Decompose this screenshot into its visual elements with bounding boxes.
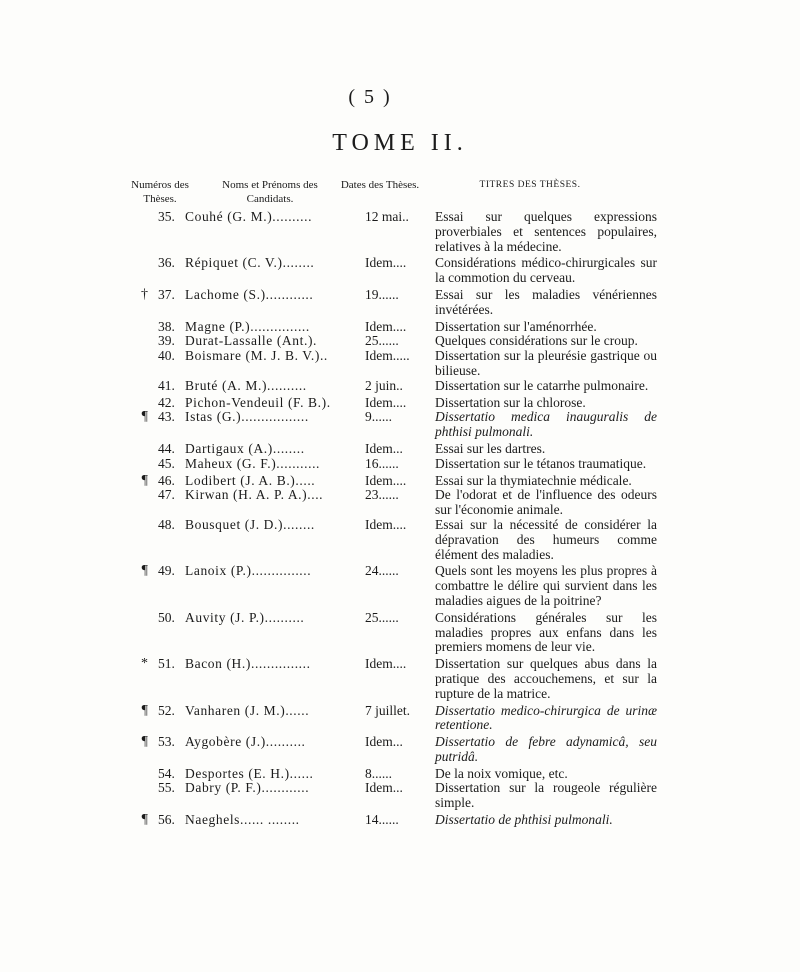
thesis-date: 8...... [365,766,392,781]
thesis-title: Dissertation sur le catarrhe pulmonaire. [435,377,649,393]
table-row [0,735,800,765]
thesis-number: 52. [158,702,175,718]
thesis-title: Dissertation sur quelques abus dans la pratique des accouchemens, et sur la rupture de la matrice. [435,656,657,701]
table-row [0,813,800,828]
candidate-name: Magne (P.)............... [185,319,310,334]
row-mark: ¶ [141,734,148,750]
candidate-name: Kirwan (H. A. P. A.).... [185,488,324,503]
thesis-title: Quelques considérations sur le croup. [435,333,638,349]
table-row [0,488,800,518]
table-row [0,767,800,782]
column-header-titles: TITRES DES THÈSES. [479,180,581,190]
thesis-number: 56. [158,812,175,828]
candidate-name: Bacon (H.)............... [185,657,311,672]
thesis-number: 51. [158,656,175,672]
thesis-title: Considérations générales sur les maladies propres aux enfans dans les premiers momens de leur vie. [435,609,657,655]
table-row [0,379,800,394]
thesis-date: Idem... [365,735,403,750]
row-mark [0,457,158,472]
row-mark: ¶ [141,812,148,828]
thesis-number: 49. [158,563,175,579]
thesis-title: Essai sur quelques expressions proverbiales et sentences populaires, relatives à la médecine. [435,209,657,254]
thesis-title: Quels sont les moyens les plus propres à combattre le délire qui survient dans les maladies aigues de la poitrine? [435,563,657,608]
candidate-name: Naeghels...... ........ [185,813,300,828]
thesis-number: 46. [158,472,175,488]
thesis-title: Essai sur les dartres. [435,440,546,456]
thesis-title: Essai sur la thymiatechnie médicale. [435,472,632,488]
thesis-number: 43. [158,409,175,425]
thesis-date: 9...... [365,410,392,425]
row-mark [0,488,158,518]
thesis-number: 41. [158,377,175,393]
thesis-date: 7 juillet. [365,703,410,718]
row-mark [0,611,158,655]
candidate-name: Istas (G.)................. [185,410,309,425]
thesis-title: Dissertatio de phthisi pulmonali. [435,812,613,828]
candidate-name: Aygobère (J.).......... [185,735,306,750]
table-row [0,457,800,472]
row-mark [0,379,158,394]
thesis-date: Idem..... [365,349,410,364]
row-mark [0,334,158,349]
table-row [0,611,800,655]
thesis-date: 23...... [365,488,399,503]
column-header-names: Noms et Prénoms des Candidats. [222,179,318,205]
table-row [0,564,800,608]
thesis-title: Dissertation sur le tétanos traumatique. [435,455,647,471]
row-mark: ¶ [141,702,148,718]
thesis-title: Dissertation sur la pleurésie gastrique ou bilieuse. [435,348,657,378]
candidate-name: Dartigaux (A.)........ [185,441,305,456]
row-mark: ¶ [141,563,148,579]
row-mark [0,320,158,335]
row-mark [0,442,158,457]
thesis-date: Idem... [365,441,403,456]
candidate-name: Bousquet (J. D.)........ [185,517,315,532]
candidate-name: Desportes (E. H.)...... [185,766,314,781]
thesis-number: 50. [158,609,175,625]
thesis-title: Dissertation sur la rougeole régulière simple. [435,780,657,811]
table-row [0,288,800,318]
table-row [0,704,800,734]
candidate-name: Bruté (A. M.).......... [185,378,307,393]
thesis-number: 45. [158,455,175,471]
thesis-number: 39. [158,333,175,349]
table-row [0,442,800,457]
row-mark [0,210,158,254]
thesis-number: 48. [158,516,175,532]
candidate-name: Auvity (J. P.).......... [185,610,305,625]
candidate-name: Dabry (P. F.)............ [185,781,310,796]
thesis-date: Idem.... [365,256,407,271]
candidate-name: Lachome (S.)............ [185,287,314,302]
thesis-number: 42. [158,394,175,410]
row-mark: ¶ [141,472,148,488]
thesis-title: Considérations médico-chirurgicales sur la commotion du cerveau. [435,255,657,286]
table-row [0,334,800,349]
thesis-date: Idem.... [365,319,407,334]
thesis-title: Dissertation sur l'aménorrhée. [435,318,597,334]
thesis-date: 19...... [365,287,399,302]
table-row [0,256,800,286]
row-mark [0,518,158,562]
thesis-date: 14...... [365,813,399,828]
thesis-title: Essai sur les maladies vénériennes invétérées. [435,286,657,317]
thesis-number: 40. [158,348,175,364]
thesis-number: 35. [158,209,175,224]
page-number: ( 5 ) [348,86,392,108]
volume-heading: TOME II. [332,130,468,156]
row-mark [0,256,158,286]
row-mark [0,767,158,782]
candidate-name: Vanharen (J. M.)...... [185,703,310,718]
thesis-date: Idem... [365,781,403,796]
thesis-date: 25...... [365,610,399,625]
row-mark [0,781,158,811]
thesis-number: 37. [158,286,175,302]
thesis-title: De l'odorat et de l'influence des odeurs sur l'économie animale. [435,487,657,518]
candidate-name: Couhé (G. M.).......... [185,210,313,224]
table-row [0,410,800,440]
thesis-date: Idem.... [365,517,407,532]
thesis-title: De la noix vomique, etc. [435,765,568,781]
candidate-name: Durat-Lassalle (Ant.). [185,334,318,349]
candidate-name: Pichon-Vendeuil (F. B.). [185,395,331,410]
table-row [0,396,800,411]
thesis-date: 2 juin.. [365,378,403,393]
thesis-title: Dissertatio medica inauguralis de phthisi pulmonali. [435,409,657,440]
thesis-number: 38. [158,318,175,334]
thesis-date: 24...... [365,564,399,579]
table-row [0,210,800,254]
thesis-title: Dissertation sur la chlorose. [435,394,586,410]
table-row [0,349,800,379]
row-mark [0,349,158,379]
thesis-number: 36. [158,255,175,271]
candidate-name: Lanoix (P.)............... [185,564,312,579]
thesis-date: 25...... [365,334,399,349]
candidate-name: Maheux (G. F.)........... [185,456,321,471]
row-mark: ¶ [141,409,148,425]
row-mark [0,396,158,411]
thesis-number: 44. [158,440,175,456]
thesis-list [0,210,800,828]
candidate-name: Boismare (M. J. B. V.).. [185,349,328,364]
table-row [0,474,800,489]
thesis-title: Dissertatio medico-chirurgica de urinæ retentione. [435,702,657,733]
thesis-date: 16...... [365,456,399,471]
thesis-date: Idem.... [365,657,407,672]
table-row [0,518,800,562]
thesis-title: Essai sur la nécessité de considérer la dépravation des humeurs comme élément des maladies. [435,516,657,562]
thesis-number: 54. [158,765,175,781]
candidate-name: Lodibert (J. A. B.)..... [185,473,316,488]
table-row [0,320,800,335]
row-mark: * [141,656,148,672]
thesis-number: 53. [158,734,175,750]
thesis-date: 12 mai.. [365,210,409,224]
thesis-date: Idem.... [365,395,407,410]
column-header-dates: Dates des Thèses. [340,179,420,191]
candidate-name: Répiquet (C. V.)........ [185,256,315,271]
column-header-numbers: Numéros des Thèses. [131,179,189,205]
thesis-date: Idem.... [365,473,407,488]
table-row [0,781,800,811]
thesis-number: 47. [158,487,175,503]
thesis-title: Dissertatio de febre adynamicâ, seu putridâ. [435,734,657,764]
row-mark: † [141,286,148,302]
thesis-number: 55. [158,780,175,796]
table-row [0,657,800,701]
